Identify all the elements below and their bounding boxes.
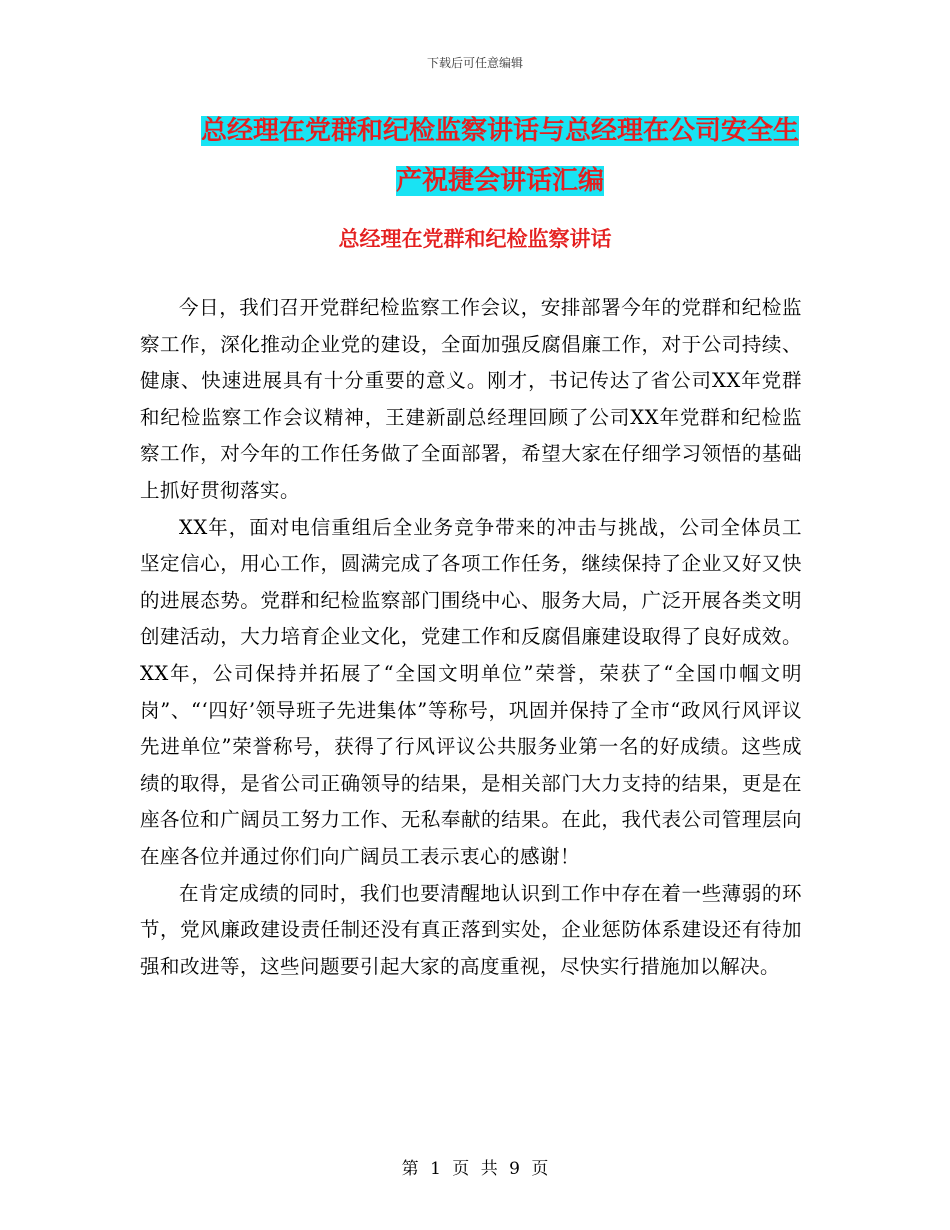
paragraph-2: XX年，面对电信重组后全业务竞争带来的冲击与挑战，公司全体员工坚定信心，用心工作，圆满完成了各项工作任务，继续保持了企业又好又快的进展态势。党群和纪检监察部门围绕中心、服务大局，广泛开展各类文明创建活动，大力培育企业文化，党建工作和反腐倡廉建设取得了良好成效。XX年，公司保持并拓展了“全国文明单位”荣誉，荣获了“全国巾帼文明岗”、“‘四好’领导班子先进集体”等称号，巩固并保持了全市“政风行风评议先进单位”荣誉称号，获得了行风评议公共服务业第一名的好成绩。这些成绩的取得，是省公司正确领导的结果，是相关部门大力支持的结果，更是在座各位和广阔员工努力工作、无私奉献的结果。在此，我代表公司管理层向在座各位并通过你们向广阔员工表示衷心的感谢！ (140, 515, 802, 868)
title-line-1: 总经理在党群和纪检监察讲话与总经理在公司安全生 (200, 116, 799, 146)
page-footer: 第 1 页 共 9 页 (401, 1159, 549, 1179)
paragraph-3: 在肯定成绩的同时，我们也要清醒地认识到工作中存在着一些薄弱的环节，党风廉政建设责任制还没有真正落到实处，企业惩防体系建设还有待加强和改进等，这些问题要引起大家的高度重视，尽快实行措施加以解决。 (140, 881, 802, 978)
header-note: 下载后可任意编辑 (426, 56, 523, 70)
paragraph-1: 今日，我们召开党群纪检监察工作会议，安排部署今年的党群和纪检监察工作，深化推动企业党的建设，全面加强反腐倡廉工作，对于公司持续、健康、快速进展具有十分重要的意义。刚才，书记传达了省公司XX年党群和纪检监察工作会议精神，王建新副总经理回顾了公司XX年党群和纪检监察工作，对今年的工作任务做了全面部署，希望大家在仔细学习领悟的基础上抓好贯彻落实。 (140, 296, 802, 502)
title-line-2: 产祝捷会讲话汇编 (395, 166, 604, 196)
document-title (190, 106, 810, 206)
section-title: 总经理在党群和纪检监察讲话 (338, 227, 612, 251)
body-text (140, 290, 802, 985)
